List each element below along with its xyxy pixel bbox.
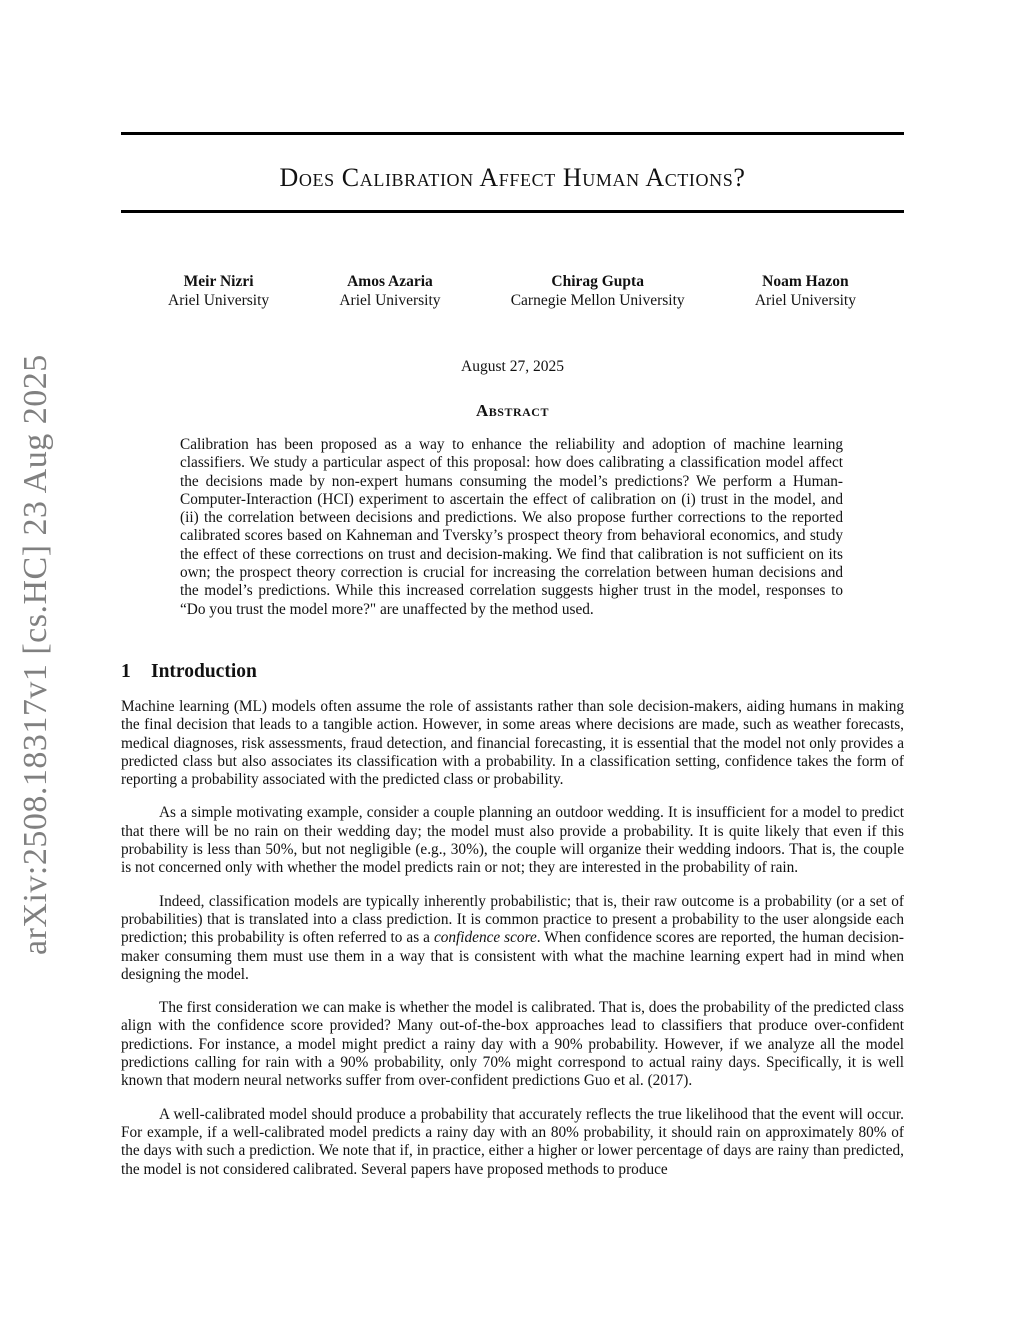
- section-number: 1: [121, 661, 131, 682]
- author-name: Noam Hazon: [762, 273, 849, 290]
- author-name: Chirag Gupta: [551, 273, 644, 290]
- paragraph: A well-calibrated model should produce a probability that accurately reflects the true likelihood that the event will occur. For example, if a well-calibrated model predicts a rainy day with an 80% probability, it should rain on approximately 80% of the days with such a prediction. We note that if, in practice, either a higher or lower percentage of days are rainy than predicted, the model is not considered calibrated. Several papers have proposed methods to produce: [121, 1105, 904, 1178]
- title-rule-bottom: [121, 210, 904, 213]
- author-list: [121, 272, 904, 310]
- author-block: [755, 272, 856, 310]
- author-affiliation: Carnegie Mellon University: [510, 292, 685, 309]
- paragraph: [121, 893, 904, 984]
- author-block: [511, 272, 685, 310]
- paper-title: Does Calibration Affect Human Actions?: [279, 163, 746, 192]
- author-name: Meir Nizri: [183, 273, 254, 290]
- author-block: [339, 272, 440, 310]
- section-title: Introduction: [151, 661, 257, 682]
- paragraph: Machine learning (ML) models often assume the role of assistants rather than sole decision-makers, aiding humans in making the final decision that leads to a tangible action. However, in some areas where decisions are made, such as weather forecasts, medical diagnoses, risk assessments, fraud detection, and financial forecasting, it is essential that the model not only provides a predicted class but also associates its classification with a probability. In a classification setting, confidence takes the form of reporting a probability associated with the predicted class or probability.: [121, 698, 904, 789]
- author-affiliation: Ariel University: [168, 292, 270, 309]
- abstract-text: Calibration has been proposed as a way to enhance the reliability and adoption of machine learning classifiers. We study a particular aspect of this proposal: how does calibrating a classification model affect the decisions made by non-expert humans consuming the model’s predictions? We perform a Human-Computer-Interaction (HCI) experiment to ascertain the effect of calibration on (i) trust in the model, and (ii) the correlation between decisions and predictions. We also propose further corrections to the reported calibrated scores based on Kahneman and Tversky’s prospect theory from behavioral economics, and study the effect of these corrections on trust and decision-making. We find that calibration is not sufficient on its own; the prospect theory correction is crucial for increasing the correlation between human decisions and the model’s predictions. While this increased correlation suggests higher trust in the model, responses to “Do you trust the model more?" are unaffected by the method used.: [180, 436, 843, 618]
- paragraph-text: . When confidence scores are reported, the human decision-maker consuming them must use them in a way that is consistent with what the machine learning expert had in mind when designing the model.: [121, 929, 904, 983]
- abstract-heading: Abstract: [476, 401, 549, 420]
- emphasized-term: confidence score: [433, 929, 537, 947]
- author-affiliation: Ariel University: [754, 292, 856, 309]
- body-text: [121, 698, 904, 1194]
- paragraph: As a simple motivating example, consider a couple planning an outdoor wedding. It is insufficient for a model to predict that there will be no rain on their wedding day; the model must also provide a probability. It is quite likely that even if this probability is less than 50%, but not negligible (e.g., 30%), the couple will organize their wedding indoors. That is, the couple is not concerned only with whether the model predicts rain or not; they are interested in the probability of rain.: [121, 804, 904, 877]
- title-rule-top: [121, 132, 904, 135]
- author-block: [168, 272, 269, 310]
- paragraph: The first consideration we can make is whether the model is calibrated. That is, does the probability of the predicted class align with the confidence score provided? Many out-of-the-box approaches lead to classifiers that produce over-confident predictions. For instance, a model might predict a rainy day with a 90% probability. However, if we analyze all the model predictions calling for rain with a 90% probability, only 70% might correspond to actual rainy days. Specifically, it is well known that modern neural networks suffer from over-confident predictions Guo et al. (2017).: [121, 999, 904, 1090]
- author-name: Amos Azaria: [347, 273, 433, 290]
- section-heading: [121, 661, 257, 683]
- author-affiliation: Ariel University: [339, 292, 441, 309]
- arxiv-identifier: arXiv:2508.18317v1 [cs.HC] 23 Aug 2025: [17, 354, 54, 955]
- paragraph-text: Indeed, classification models are typically inherently probabilistic; that is, their raw outcome is a probability (or a set of probabilities) that is translated into a class prediction. It is common practice to present a probability to the user alongside each prediction; this probability is often referred to as a: [121, 892, 904, 947]
- publication-date: August 27, 2025: [461, 358, 564, 375]
